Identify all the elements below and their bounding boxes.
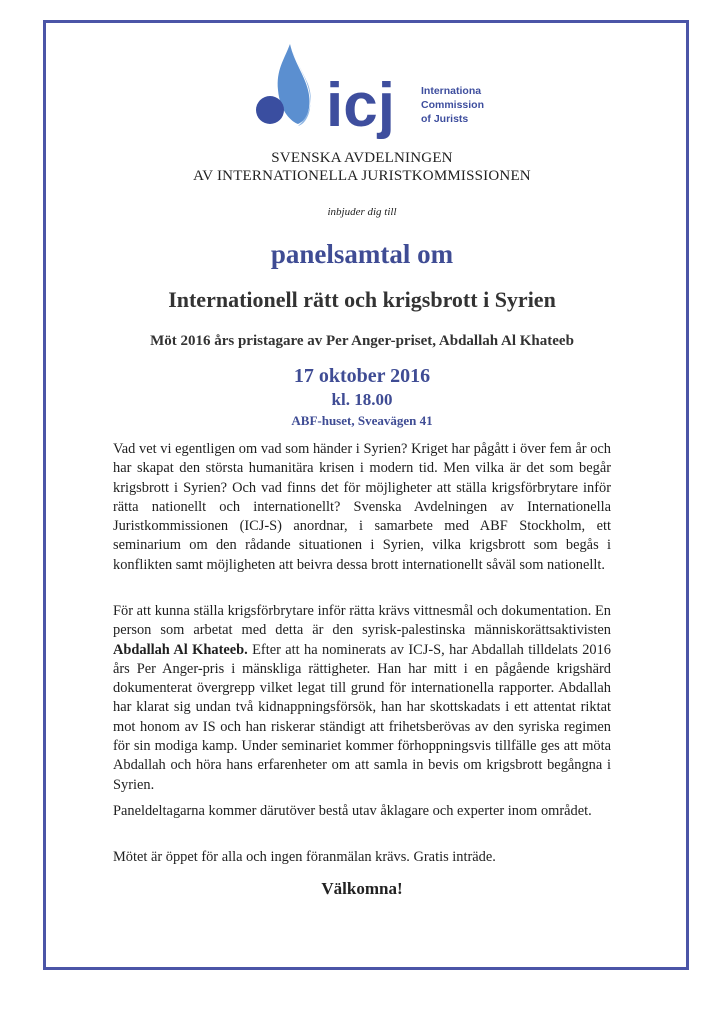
- paragraph-intro: Vad vet vi egentligen om vad som händer i Syrien? Kriget har pågått i över fem år och har skapat den största humanitära krisen i modern tid. Men vilka är det som begår krigsbrott i Syrien? Och vad finns det för möjligheter att ställa krigsförbrytare inför rätta nationellt och internationellt? Svenska Avdelningen av Internationella Juristkommissionen (ICJ-S) anordnar, i samarbete med ABF Stockholm, ett seminarium om den rådande situationen i Syrien, vilka krigsbrott som begås i konflikten samt möjligheten att beivra dessa brott internationellt såväl som nationellt.: [113, 441, 611, 573]
- panel-title: panelsamtal om: [270, 239, 454, 269]
- event-subtitle: Möt 2016 års pristagare av Per Anger-priset, Abdallah Al Khateeb: [150, 333, 574, 349]
- logo-line-1: Internationa: [421, 85, 482, 97]
- event-location: ABF-huset, Sveavägen 41: [291, 413, 433, 428]
- welcome-text: Välkomna!: [321, 879, 403, 898]
- laureate-name: Abdallah Al Khateeb.: [113, 641, 248, 658]
- logo-mark: icj: [326, 71, 395, 140]
- logo-name: [421, 84, 484, 126]
- paragraph-panel: Paneldeltagarna kommer därutöver bestå utav åklagare och experter inom området.: [113, 803, 592, 819]
- event-title: Internationell rätt och krigsbrott i Syrien: [168, 287, 556, 312]
- logo-line-3: of Jurists: [421, 113, 469, 125]
- paragraph-admission: Mötet är öppet för alla och ingen föranmälan krävs. Gratis inträde.: [113, 849, 496, 865]
- paragraph-about-khateeb: [113, 602, 611, 795]
- org-line-2: AV INTERNATIONELLA JURISTKOMMISSIONEN: [193, 168, 531, 184]
- dot-icon: [256, 96, 284, 124]
- event-time: kl. 18.00: [331, 390, 393, 409]
- logo-line-2: Commission: [421, 99, 485, 111]
- paragraph-2-start: För att kunna ställa krigsförbrytare inför rätta krävs vittnesmål och dokumentation. En person som arbetat med detta är den syrisk-palestinska människorättsaktivisten: [113, 603, 611, 639]
- org-line-1: SVENSKA AVDELNINGEN: [271, 150, 453, 166]
- paragraph-2-end: Efter att ha nominerats av ICJ-S, har Abdallah tilldelats 2016 års Per Anger-pris i mänskliga rättigheter. Han har mitt i en pågående krigshärd dokumenterat övergrepp vilket legat till grund för internationella rapporter. Abdallah har klarat sig undan två kidnappningsförsök, han har skottskadats i ett attentat riktat mot honom av IS och han riskerar ständigt att frihetsberövas av den syriska regimen för sin modiga kamp. Under seminariet kommer förhoppningsvis tillfälle ges att möta Abdallah och höra hans erfarenheter om att samla in bevis om krigsbrott begångna i Syrien.: [113, 641, 611, 793]
- invite-text: inbjuder dig till: [327, 206, 397, 218]
- event-date: 17 oktober 2016: [293, 365, 431, 387]
